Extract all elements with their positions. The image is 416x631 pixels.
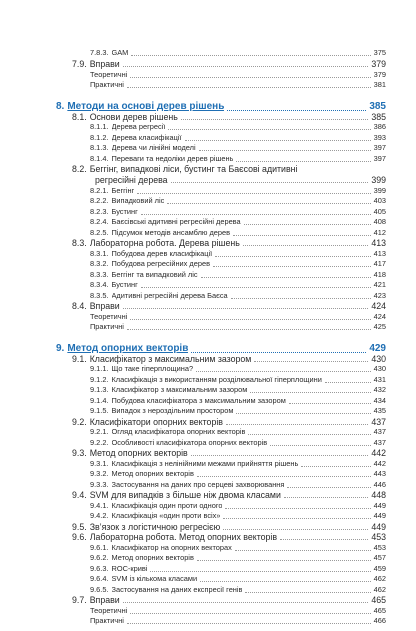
toc-subsection-entry — [90, 364, 386, 374]
toc-leader-dots — [130, 319, 370, 320]
toc-page-number: 459 — [373, 564, 386, 573]
toc-subsection-entry — [90, 291, 386, 301]
toc-subsection-entry — [90, 543, 386, 553]
toc-number: 9.1. — [72, 354, 87, 364]
toc-title: GAM — [111, 48, 129, 57]
toc-leader-dots — [233, 235, 371, 236]
toc-page-number: 430 — [373, 364, 386, 373]
toc-title: Класифікація з нелінійними межами прийняття рішень — [111, 459, 299, 468]
toc-page-number: 437 — [373, 427, 386, 436]
toc-page-number: 434 — [373, 396, 386, 405]
toc-subsection-entry — [90, 427, 386, 437]
toc-number: 8.2.2. — [90, 196, 109, 205]
toc-title: Класифікатор на опорних векторах — [111, 543, 232, 552]
toc-section-entry — [72, 522, 386, 532]
toc-leader-dots — [137, 193, 370, 194]
toc-leader-dots — [244, 224, 371, 225]
toc-subsection-entry — [90, 564, 386, 574]
toc-title: ROC-криві — [111, 564, 148, 573]
toc-page-number: 443 — [373, 469, 386, 478]
toc-page-number: 446 — [373, 480, 386, 489]
toc-leader-dots — [196, 371, 371, 372]
toc-page-number: 385 — [369, 101, 386, 112]
toc-title: Класифікація «один проти всіх» — [111, 511, 221, 520]
toc-number: 8.4. — [72, 301, 87, 311]
toc-number: 8.2.4. — [90, 217, 109, 226]
toc-title: Теоретичні — [90, 312, 128, 321]
toc-leader-dots — [127, 623, 371, 624]
toc-number: 7.8.3. — [90, 48, 109, 57]
toc-subsection-entry — [90, 469, 386, 479]
toc-leader-dots — [197, 476, 371, 477]
toc-leader-dots — [223, 529, 368, 530]
toc-leader-dots — [225, 508, 370, 509]
toc-section-entry — [72, 112, 386, 122]
toc-leader-dots — [325, 382, 371, 383]
toc-number: 8.1.3. — [90, 143, 109, 152]
toc-number: 9.6.4. — [90, 574, 109, 583]
toc-number: 9.6.2. — [90, 553, 109, 562]
toc-page-number: 462 — [373, 585, 386, 594]
toc-page-number: 423 — [373, 291, 386, 300]
toc-leader-dots — [270, 445, 370, 446]
toc-page-number: 457 — [373, 553, 386, 562]
toc-leader-dots — [245, 592, 370, 593]
toc-page-number: 405 — [373, 207, 386, 216]
toc-title: Бустинг — [111, 207, 138, 216]
toc-page-number: 379 — [371, 59, 386, 69]
toc-page-number: 399 — [371, 175, 386, 185]
toc-title: Випадок з нероздільним простором — [111, 406, 234, 415]
toc-number: 9.2.1. — [90, 427, 109, 436]
toc-leader-dots — [191, 352, 366, 353]
toc-leader-dots — [123, 66, 369, 67]
toc-subsection-entry — [90, 259, 386, 269]
toc-title: Переваги та недоліки дерев рішень — [111, 154, 234, 163]
toc-number: 8.1.4. — [90, 154, 109, 163]
toc-leader-dots — [215, 256, 370, 257]
toc-number: 8.2. — [72, 164, 87, 174]
toc-leader-dots — [181, 119, 368, 120]
toc-number: 9. — [56, 343, 65, 354]
toc-page-number: 381 — [373, 80, 386, 89]
toc-title: регресійні дерева — [95, 175, 168, 185]
toc-subsection-entry — [90, 616, 386, 626]
toc-number: 8.1.2. — [90, 133, 109, 142]
toc-page-number: 393 — [373, 133, 386, 142]
toc-page-number: 386 — [373, 122, 386, 131]
toc-section-entry — [72, 238, 386, 248]
toc-leader-dots — [130, 77, 370, 78]
toc-subsection-entry — [90, 80, 386, 90]
toc-page-number: 449 — [373, 501, 386, 510]
toc-subsection-entry — [90, 280, 386, 290]
toc-leader-dots — [123, 602, 369, 603]
toc-leader-dots — [130, 613, 370, 614]
toc-page-number: 431 — [373, 375, 386, 384]
toc-title: Бустинг — [111, 280, 138, 289]
toc-leader-dots — [284, 497, 368, 498]
toc-page-number: 462 — [373, 574, 386, 583]
toc-page-number: 442 — [371, 448, 386, 458]
toc-number: 8.3.3. — [90, 270, 109, 279]
toc-subsection-entry — [90, 207, 386, 217]
toc-number: 8.3. — [72, 238, 87, 248]
toc-page-number: 448 — [371, 490, 386, 500]
toc-leader-dots — [227, 110, 366, 111]
toc-leader-dots — [199, 150, 371, 151]
toc-page-number: 403 — [373, 196, 386, 205]
toc-title: Метод опорних векторів — [67, 343, 189, 354]
toc-page-number: 417 — [373, 259, 386, 268]
toc-subsection-entry — [95, 175, 386, 185]
toc-number: 9.2. — [72, 417, 87, 427]
toc-subsection-entry — [90, 459, 386, 469]
toc-title: Побудова класифікатора з максимальним зазором — [111, 396, 286, 405]
toc-title: Класифікація один проти одного — [111, 501, 223, 510]
toc-subsection-entry — [90, 480, 386, 490]
toc-page-number: 418 — [373, 270, 386, 279]
toc-subsection-entry — [90, 228, 386, 238]
toc-section-entry — [72, 59, 386, 69]
toc-page-number: 413 — [373, 249, 386, 258]
toc-title: SVM із кількома класами — [111, 574, 198, 583]
toc-number: 8.3.1. — [90, 249, 109, 258]
toc-number: 9.2.2. — [90, 438, 109, 447]
toc-title: Підсумок методів ансамблю дерев — [111, 228, 231, 237]
toc-subsection-entry — [90, 322, 386, 332]
toc-number: 8.3.2. — [90, 259, 109, 268]
toc-subsection-entry — [90, 585, 386, 595]
toc-number: 9.6.5. — [90, 585, 109, 594]
toc-title: Лабораторна робота. Метод опорних векторів — [89, 532, 278, 542]
toc-number: 9.1.1. — [90, 364, 109, 373]
toc-title: Беггінг — [111, 186, 135, 195]
toc-page-number: 432 — [373, 385, 386, 394]
toc-subsection-entry — [90, 574, 386, 584]
toc-leader-dots — [250, 392, 370, 393]
toc-leader-dots — [191, 455, 369, 456]
toc-page-number: 465 — [371, 595, 386, 605]
toc-number: 8.2.1. — [90, 186, 109, 195]
toc-leader-dots — [235, 550, 371, 551]
toc-subsection-entry — [90, 501, 386, 511]
toc-title: Теоретичні — [90, 606, 128, 615]
toc-leader-dots — [231, 298, 371, 299]
toc-section-entry — [72, 595, 386, 605]
toc-leader-dots — [141, 287, 371, 288]
toc-subsection-entry — [90, 143, 386, 153]
toc-number: 9.1.2. — [90, 375, 109, 384]
toc-subsection-entry — [90, 438, 386, 448]
toc-subsection-entry — [90, 385, 386, 395]
toc-leader-dots — [236, 161, 370, 162]
toc-number: 9.6.3. — [90, 564, 109, 573]
toc-leader-dots — [226, 424, 368, 425]
toc-title: Практичні — [90, 80, 124, 89]
toc-page-number: 424 — [373, 312, 386, 321]
toc-number: 9.3.2. — [90, 469, 109, 478]
toc-title: Методи на основі дерев рішень — [67, 101, 225, 112]
toc-leader-dots — [201, 277, 371, 278]
toc-title: Метод опорних векторів — [111, 469, 194, 478]
toc-subsection-entry — [90, 312, 386, 322]
toc-number: 8. — [56, 101, 65, 112]
toc-number: 9.3. — [72, 448, 87, 458]
toc-leader-dots — [197, 560, 371, 561]
toc-page-number: 424 — [371, 301, 386, 311]
toc-page-number: 399 — [373, 186, 386, 195]
toc-title: Побудова дерев класифікації — [111, 249, 213, 258]
toc-subsection-entry — [90, 122, 386, 132]
toc-leader-dots — [150, 571, 370, 572]
toc-leader-dots — [213, 266, 371, 267]
toc-page-number: 379 — [373, 70, 386, 79]
toc-title: Особливості класифікатора опорних векторів — [111, 438, 268, 447]
toc-leader-dots — [280, 539, 368, 540]
toc-page-number: 449 — [373, 511, 386, 520]
toc-subsection-entry — [90, 375, 386, 385]
toc-number: 8.2.3. — [90, 207, 109, 216]
toc-leader-dots — [127, 87, 371, 88]
toc-page-number: 442 — [373, 459, 386, 468]
toc-leader-dots — [185, 140, 371, 141]
toc-title: Класифікація з використанням розділювальної гіперплощини — [111, 375, 322, 384]
toc-leader-dots — [223, 518, 370, 519]
toc-title: Дерева класифікації — [111, 133, 182, 142]
toc-subsection-entry — [90, 48, 386, 58]
toc-title: Випадковий ліс — [111, 196, 165, 205]
toc-leader-dots — [123, 308, 369, 309]
toc-page-number: 421 — [373, 280, 386, 289]
toc-number: 9.4. — [72, 490, 87, 500]
toc-section-entry — [72, 490, 386, 500]
toc-section-entry — [72, 354, 386, 364]
toc-title: Метод опорних векторів — [111, 553, 194, 562]
toc-number: 9.4.2. — [90, 511, 109, 520]
toc-title: Теоретичні — [90, 70, 128, 79]
toc-leader-dots — [248, 434, 370, 435]
toc-subsection-entry — [90, 396, 386, 406]
toc-subsection-entry — [90, 553, 386, 563]
toc-number: 9.3.3. — [90, 480, 109, 489]
toc-page-number: 430 — [371, 354, 386, 364]
toc-subsection-entry — [90, 406, 386, 416]
toc-leader-dots — [287, 487, 370, 488]
toc-number: 9.6.1. — [90, 543, 109, 552]
toc-title: Беггінг та випадковий ліс — [111, 270, 198, 279]
toc-page-number: 437 — [373, 438, 386, 447]
toc-title: SVM для випадків з більше ніж двома класами — [89, 490, 281, 500]
toc-title: Дерева чи лінійні моделі — [111, 143, 196, 152]
toc-page-number: 435 — [373, 406, 386, 415]
toc-leader-dots — [254, 361, 368, 362]
toc-number: 9.3.1. — [90, 459, 109, 468]
toc-number: 9.6. — [72, 532, 87, 542]
toc-leader-dots — [243, 245, 369, 246]
toc-page-number: 429 — [369, 343, 386, 354]
toc-leader-dots — [171, 182, 369, 183]
toc-title: Класифікатор з максимальним зазором — [89, 354, 252, 364]
toc-leader-dots — [200, 581, 371, 582]
toc-number: 8.3.4. — [90, 280, 109, 289]
toc-leader-dots — [131, 55, 370, 56]
toc-title: Вправи — [89, 301, 120, 311]
toc-subsection-entry — [90, 196, 386, 206]
toc-page-number: 466 — [373, 616, 386, 625]
toc-leader-dots — [141, 214, 371, 215]
toc-subsection-entry — [90, 270, 386, 280]
toc-section-entry — [72, 164, 386, 174]
toc-leader-dots — [168, 129, 370, 130]
toc-subsection-entry — [90, 511, 386, 521]
toc-number: 7.9. — [72, 59, 87, 69]
toc-subsection-entry — [90, 606, 386, 616]
toc-number: 9.4.1. — [90, 501, 109, 510]
toc-leader-dots — [236, 413, 370, 414]
toc-leader-dots — [127, 329, 371, 330]
toc-title: Основи дерев рішень — [89, 112, 178, 122]
toc-page-number: 412 — [373, 228, 386, 237]
toc-page-number: 425 — [373, 322, 386, 331]
toc-number: 9.5. — [72, 522, 87, 532]
toc-title: Беггінг, випадкові ліси, бустинг та Баєсові адитивні — [89, 164, 298, 174]
toc-section-entry — [72, 532, 386, 542]
toc-subsection-entry — [90, 70, 386, 80]
toc-title: Вправи — [89, 59, 120, 69]
toc-number: 8.2.5. — [90, 228, 109, 237]
toc-subsection-entry — [90, 154, 386, 164]
toc-number: 9.1.5. — [90, 406, 109, 415]
toc-title: Дерева регресії — [111, 122, 166, 131]
toc-number: 8.1.1. — [90, 122, 109, 131]
toc-page-number: 453 — [371, 532, 386, 542]
toc-page-number: 437 — [371, 417, 386, 427]
toc-number: 8.1. — [72, 112, 87, 122]
toc-title: Класифікатор з максимальним зазором — [111, 385, 248, 394]
toc-section-entry — [72, 301, 386, 311]
toc-title: Вправи — [89, 595, 120, 605]
toc-section-entry — [72, 448, 386, 458]
toc-page-number: 413 — [371, 238, 386, 248]
toc-number: 8.3.5. — [90, 291, 109, 300]
toc-number: 9.7. — [72, 595, 87, 605]
toc-title: Огляд класифікатора опорних векторів — [111, 427, 246, 436]
toc-page-number: 397 — [373, 143, 386, 152]
toc-page-number: 408 — [373, 217, 386, 226]
toc-subsection-entry — [90, 133, 386, 143]
toc-subsection-entry — [90, 249, 386, 259]
toc-title: Адитивні регресійні дерева Баєса — [111, 291, 228, 300]
toc-leader-dots — [167, 203, 370, 204]
toc-title: Метод опорних векторів — [89, 448, 188, 458]
toc-title: Лабораторна робота. Дерева рішень — [89, 238, 240, 248]
toc-page-number: 397 — [373, 154, 386, 163]
toc-page-number: 449 — [371, 522, 386, 532]
toc-page-number: 385 — [371, 112, 386, 122]
toc-title: Зв’язок з логістичною регресією — [89, 522, 221, 532]
toc-title: Застосування на даних експресії генів — [111, 585, 243, 594]
toc-title: Практичні — [90, 616, 124, 625]
toc-page-number: 453 — [373, 543, 386, 552]
toc-title: Застосування на даних про серцеві захворювання — [111, 480, 285, 489]
toc-number: 9.1.3. — [90, 385, 109, 394]
toc-title: Практичні — [90, 322, 124, 331]
toc-page-number: 465 — [373, 606, 386, 615]
toc-subsection-entry — [90, 217, 386, 227]
toc-number: 9.1.4. — [90, 396, 109, 405]
toc-title: Що таке гіперплощина? — [111, 364, 194, 373]
toc-section-entry — [72, 417, 386, 427]
toc-title: Класифікатори опорних векторів — [89, 417, 223, 427]
toc-leader-dots — [289, 403, 371, 404]
toc-page-number: 375 — [373, 48, 386, 57]
toc-subsection-entry — [90, 186, 386, 196]
toc-leader-dots — [301, 466, 370, 467]
toc-title: Побудова регресійних дерев — [111, 259, 211, 268]
toc-title: Баєсівські адитивні регресійні дерева — [111, 217, 241, 226]
